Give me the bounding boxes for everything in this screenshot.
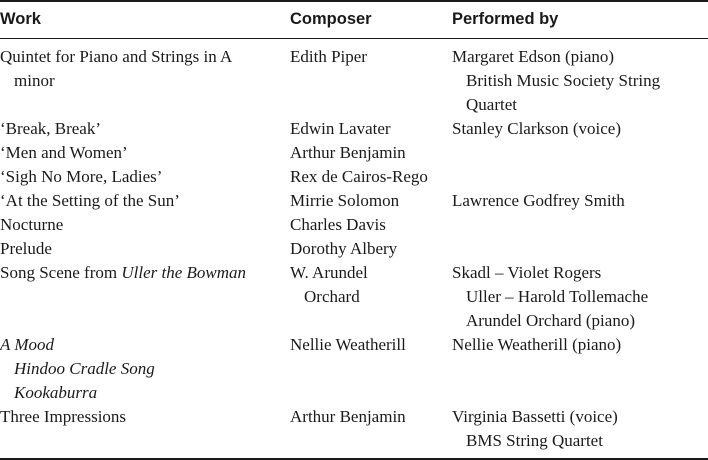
- composer-name: Arthur Benjamin: [290, 407, 406, 426]
- performer: Margaret Edson (piano): [452, 47, 615, 66]
- work-title: Hindoo Cradle Song: [14, 359, 155, 378]
- composer-name: Arthur Benjamin: [290, 143, 406, 162]
- column-header-composer: Composer: [290, 10, 372, 28]
- composer-name: Nellie Weatherill: [290, 335, 406, 354]
- work-title-italic: Uller the Bowman: [121, 263, 246, 282]
- composer-name: W. Arundel: [290, 263, 368, 282]
- performer: Nellie Weatherill (piano): [452, 335, 622, 354]
- work-title: Three Impressions: [0, 407, 127, 426]
- performer-continuation: British Music Society String: [466, 71, 661, 90]
- work-title: ‘Sigh No More, Ladies’: [0, 167, 163, 186]
- performer: Skadl – Violet Rogers: [452, 263, 602, 282]
- composer-name: Edwin Lavater: [290, 119, 391, 138]
- performer: Stanley Clarkson (voice): [452, 119, 622, 138]
- work-title: A Mood: [0, 335, 54, 354]
- composer-name: Mirrie Solomon: [290, 191, 400, 210]
- work-title: ‘Break, Break’: [0, 119, 102, 138]
- composer-name: Charles Davis: [290, 215, 386, 234]
- performer-continuation: BMS String Quartet: [466, 431, 603, 450]
- work-title: Quintet for Piano and Strings in A: [0, 47, 233, 66]
- composer-name: Rex de Cairos-Rego: [290, 167, 428, 186]
- performer: Lawrence Godfrey Smith: [452, 191, 625, 210]
- work-title: Nocturne: [0, 215, 64, 234]
- column-header-performed-by: Performed by: [452, 10, 559, 28]
- composer-name-continuation: Orchard: [304, 287, 360, 306]
- performer: Uller – Harold Tollemache: [466, 287, 649, 306]
- table-top-rule: [0, 0, 708, 2]
- work-title: Kookaburra: [14, 383, 98, 402]
- composer-name: Edith Piper: [290, 47, 367, 66]
- header-rule: [0, 38, 708, 39]
- work-title: Prelude: [0, 239, 52, 258]
- work-title: ‘At the Setting of the Sun’: [0, 191, 180, 210]
- performer: Arundel Orchard (piano): [466, 311, 635, 330]
- work-title-continuation: minor: [14, 71, 55, 90]
- work-title: ‘Men and Women’: [0, 143, 128, 162]
- column-header-work: Work: [0, 10, 41, 28]
- performer: Virginia Bassetti (voice): [452, 407, 618, 426]
- composer-name: Dorothy Albery: [290, 239, 398, 258]
- performer-continuation: Quartet: [466, 95, 517, 114]
- work-title-prefix: Song Scene from: [0, 263, 122, 282]
- work-title: [0, 261, 246, 285]
